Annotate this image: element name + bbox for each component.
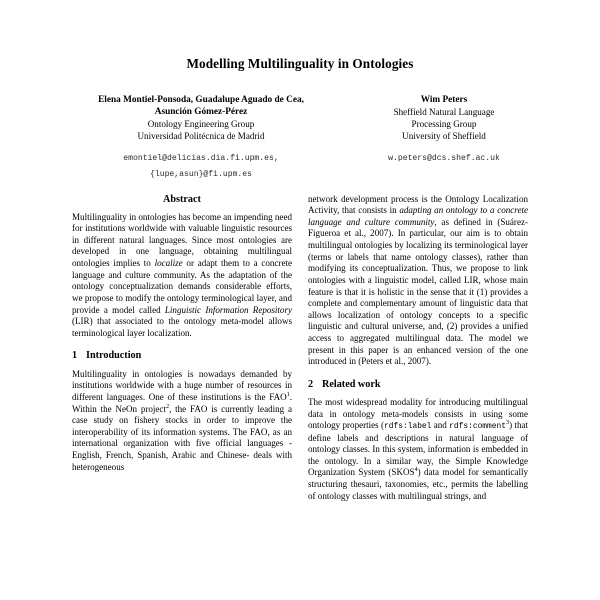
affiliation-right-line-3: University of Sheffield	[402, 131, 486, 142]
author-names-line1: Elena Montiel-Ponsoda, Guadalupe Aguado de Cea,	[98, 94, 304, 105]
section-heading-introduction	[72, 350, 292, 362]
email-right-line-1[interactable]: w.peters@dcs.shef.ac.uk	[388, 154, 500, 164]
column-right	[308, 194, 528, 503]
abstract-emphasis-1: localize	[154, 258, 183, 269]
related-text-1: The most widespread modality for introducing multilingual data in ontology meta-models consists in using some ontology properties (	[308, 397, 528, 431]
abstract-text-3: (LIR) that associated to the ontology meta-model allows terminological layer localization.	[72, 316, 292, 338]
intro-text-1: Multilinguality in ontologies is nowadays demanded by institutions worldwide with a huge number of resources in different languages. One of these institutions is the FAO	[72, 368, 292, 402]
affiliation-line-1: Ontology Engineering Group	[147, 119, 255, 129]
abstract-paragraph	[72, 212, 292, 340]
right-continuation-paragraph	[308, 194, 528, 368]
email-left-line-1[interactable]: emontiel@delicias.dia.fi.upm.es,	[123, 154, 279, 164]
footnote-marker-2[interactable]: 2	[165, 402, 170, 410]
affiliation-right-line-2: Processing Group	[411, 119, 477, 130]
right-text-1: network development process is the Ontology Localization Activity, that consists in	[308, 193, 528, 216]
abstract-heading: Abstract	[163, 193, 201, 205]
abstract-text-1: Multilinguality in ontologies has become an impending need for institutions worldwide with valuable linguistic resources in different natural languages. Since most ontologies are developed in one language, obtaining multilingual ontologies implies to	[72, 211, 292, 269]
column-left	[72, 194, 292, 503]
email-group-right	[360, 151, 528, 167]
affiliation-line-2: Universidad Politécnica de Madrid	[137, 131, 265, 142]
email-block	[72, 151, 528, 183]
code-rdfs-label: rdfs:label	[384, 422, 432, 432]
two-column-body	[72, 194, 528, 503]
intro-text-3: , the FAO is currently leading a case study on fishery stocks in order to improve the interoperability of its information systems. The FAO, as an international organization with five official languages -English, French, Spanish, Arabic and Chinese- deals with heterogeneous	[72, 403, 292, 472]
intro-text-2: . Within the NeOn project	[72, 391, 292, 414]
section-title-1: Introduction	[86, 350, 142, 362]
page-title: Modelling Multilinguality in Ontologies	[186, 56, 414, 71]
section-heading-related-work	[308, 379, 528, 391]
section-number-2: 2	[308, 378, 314, 390]
footnote-marker-3[interactable]: 3	[505, 419, 510, 427]
email-group-left	[72, 151, 330, 183]
author-block	[72, 94, 528, 142]
author-names-line2: Asunción Gómez-Pérez	[154, 106, 248, 117]
footnote-marker-4[interactable]: 4	[414, 466, 418, 474]
related-text-2: and	[431, 420, 450, 431]
footnote-marker-1[interactable]: 1	[286, 390, 290, 398]
author-group-left	[72, 94, 330, 142]
section-number-1: 1	[72, 350, 78, 362]
related-text-3: ) that define labels and descriptions in natural language of ontology classes. In this system, information is embedded in the ontology. In a similar way, the Simple Knowledge Organization System (SKOS	[308, 420, 528, 478]
abstract-text-2: or adapt them to a concrete language and culture community. As the adaptation of the ontology conceptualization demands considerable efforts, we propose to modify the ontology terminological layer, and provide a model called	[72, 258, 292, 315]
right-text-2: , as defined in (Suárez-Figueroa et al., 2007). In particular, our aim is to obtain multilingual ontologies by localizing its terminological layer (terms or labels that name ontology classes), rather than modifying its conceptualization. Thus, we propose to link ontologies with a linguistic model, called LIR, whose main feature is that it is holistic in the sense that it (1) provides a complete and complementary amount of linguistic data that allows localization of ontology concepts to a specific linguistic and cultural universe, and, (2) provides a unified access to aggregated multilingual data. The model we present in this paper is an enhanced version of the one introduced in (Peters et al., 2007).	[308, 216, 528, 367]
email-left-line-2[interactable]: {lupe,asun}@fi.upm.es	[150, 170, 252, 180]
affiliation-right-line-1: Sheffield Natural Language	[393, 106, 495, 117]
introduction-paragraph	[72, 369, 292, 474]
abstract-emphasis-2: Linguistic Information Repository	[164, 304, 292, 315]
related-work-paragraph	[308, 397, 528, 502]
author-names-right: Wim Peters	[420, 94, 468, 105]
code-rdfs-comment: rdfs:comment	[449, 422, 506, 432]
right-emphasis-1: adapting an ontology to a concrete language and culture community	[308, 205, 528, 227]
author-group-right	[360, 94, 528, 142]
related-text-4: ) data model for semantically structuring thesauri, taxonomies, etc., permits the labelling of ontology classes with multilingual strings, and	[308, 467, 528, 501]
section-title-2: Related work	[322, 378, 381, 390]
